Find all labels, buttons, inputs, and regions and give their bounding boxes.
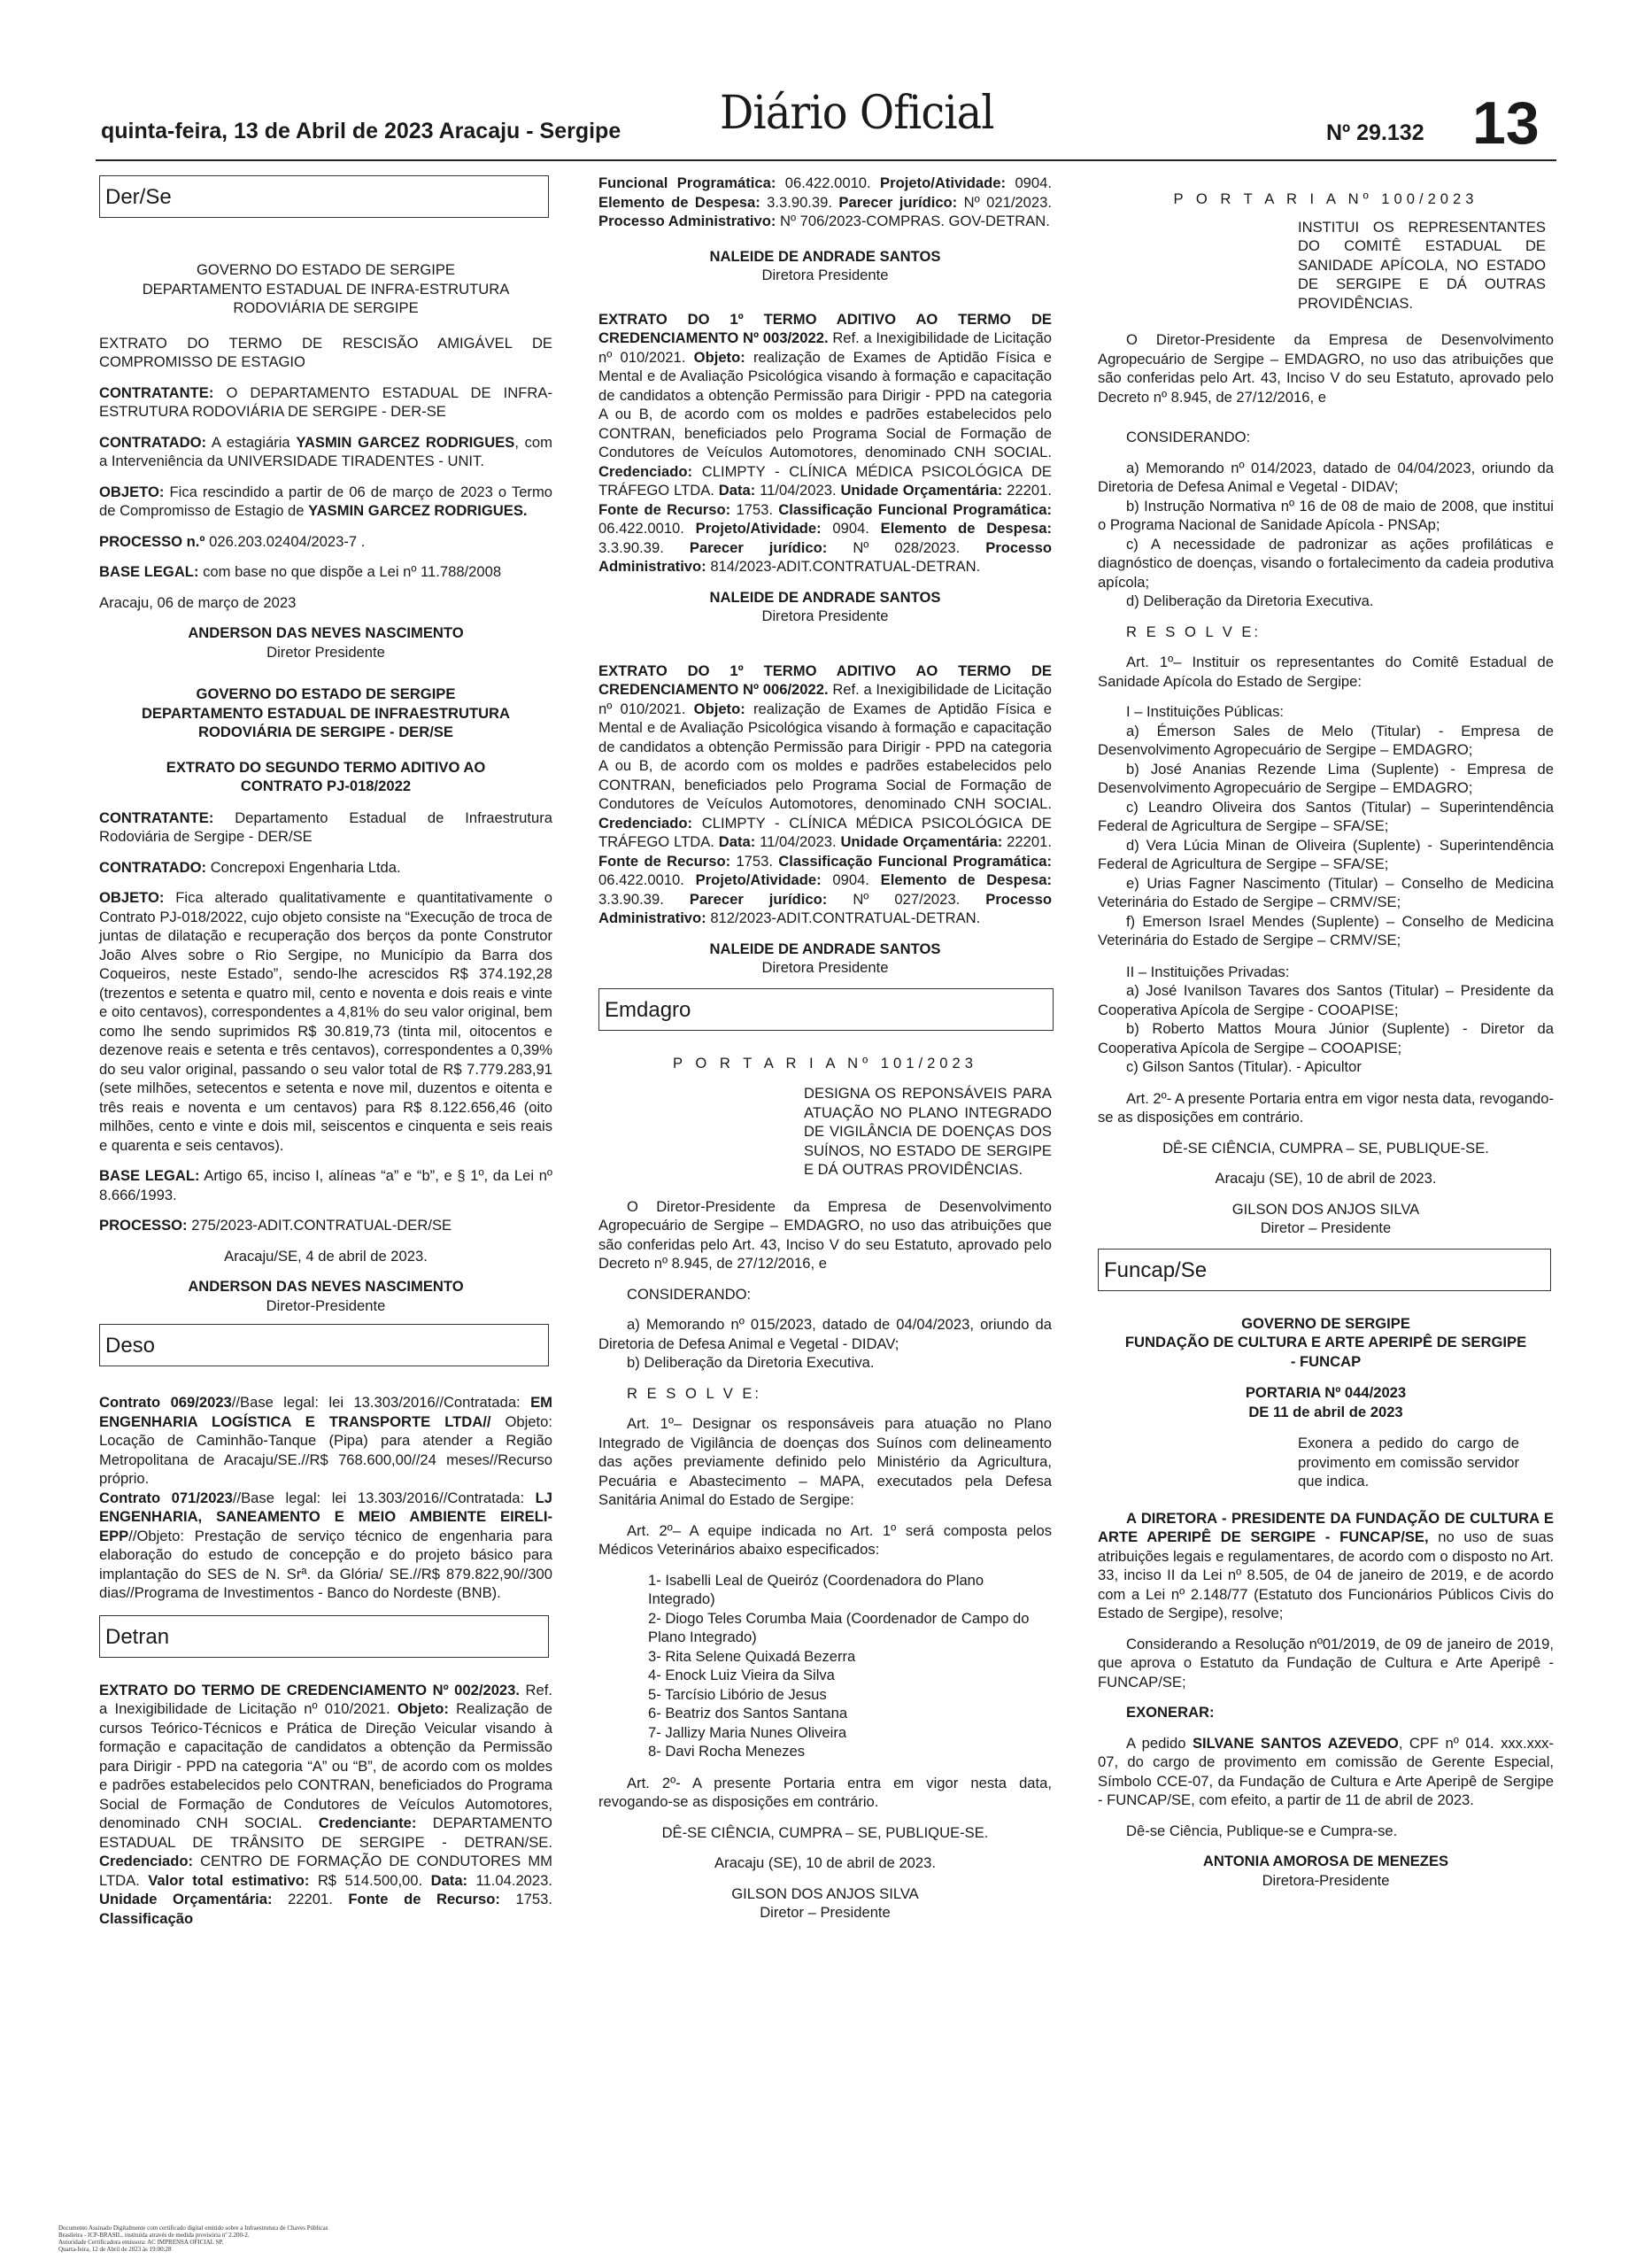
heading-line: GOVERNO DO ESTADO DE SERGIPE [196,685,456,702]
processo: PROCESSO n.º 026.203.02404/2023-7 . [99,532,366,550]
heading-line: FUNDAÇÃO DE CULTURA E ARTE APERIPÊ DE SERGIPE [1124,1334,1527,1350]
heading-line: - FUNCAP [1290,1352,1362,1370]
list-item: 8- Davi Rocha Menezes [648,1743,806,1760]
list-item: 3- Rita Selene Quixadá Bezerra [648,1647,856,1665]
ciencia: DÊ-SE CIÊNCIA, CUMPRA – SE, PUBLIQUE-SE. [1162,1139,1489,1157]
contratado: CONTRATADO: Concrepoxi Engenharia Ltda. [99,858,401,876]
list-item: a) Émerson Sales de Melo (Titular) - Empresa de Desenvolvimento Agropecuário de Sergipe – EMDAGRO; [1098,722,1554,758]
ementa: INSTITUI OS REPRESENTANTES DO COMITÊ ESTADUAL DE SANIDADE APÍCOLA, NO ESTADO DE SERGIPE E DÁ OUTRAS PROVIDÊNCIAS. [1298,218,1546,312]
heading-line: DEPARTAMENTO ESTADUAL DE INFRAESTRUTURA [141,704,511,722]
date-line: Aracaju, 06 de março de 2023 [99,593,297,611]
private-institutions-title: II – Instituições Privadas: [1126,963,1290,980]
signature-role: Diretora Presidente [761,959,889,976]
signature-name: ANTONIA AMOROSA DE MENEZES [1202,1853,1449,1869]
private-institutions-list [1098,981,1554,1077]
date-line: Aracaju/SE, 4 de abril de 2023. [224,1247,428,1265]
list-item: d) Vera Lúcia Minan de Oliveira (Suplente) - Superintendência Federal de Agricultura de Sergipe – SFA/SE; [1098,836,1554,872]
section-deso [99,1324,549,1366]
heading-line: CONTRATO PJ-018/2022 [240,778,412,794]
digital-signature-note [58,2224,413,2253]
preamble: O Diretor-Presidente da Empresa de Desenvolvimento Agropecuário de Sergipe – EMDAGRO, no uso das atribuições que são conferidas pelo Art. 43, Inciso V do seu Estatuto, aprovado pelo Decreto nº 8.945, de 27/12/2016, e [598,1197,1052,1272]
detran-continuation: Funcional Programática: 06.422.0010. Projeto/Atividade: 0904. Elemento de Despesa: 3.3.90.39. Parecer jurídico: Nº 021/2023. Processo Administrativo: Nº 706/2023-COMPRAS. GOV-DETRAN. [598,174,1052,229]
objeto: OBJETO: Fica rescindido a partir de 06 de março de 2023 o Termo de Compromisso de Estagio de YASMIN GARCEZ RODRIGUES. [99,483,552,519]
contract-069: Contrato 069/2023//Base legal: lei 13.303/2016//Contratada: EM ENGENHARIA LOGÍSTICA E TRANSPORTE LTDA// Objeto: Locação de Caminhão-Tanque (Pipa) para atender a Região Metropolitana de Aracaju/SE.//R$ 768.600,00//24 meses//Recurso próprio. [99,1394,552,1487]
ciencia: DÊ-SE CIÊNCIA, CUMPRA – SE, PUBLIQUE-SE. [661,1823,989,1841]
section-title: Funcap/Se [1104,1257,1208,1282]
header-rule [96,159,1556,161]
signature-role: Diretora Presidente [761,607,889,624]
considerando-b: b) Instrução Normativa nº 16 de 08 de maio de 2008, que institui o Programa Nacional de Sanidade Apícola - PNSAp; [1098,497,1554,533]
extrato-003: EXTRATO DO 1º TERMO ADITIVO AO TERMO DE CREDENCIAMENTO Nº 003/2022. Ref. a Inexigibilidade de Licitação nº 010/2021. Objeto: realização de Exames de Aptidão Física e Mental e de Avaliação Psicológica visando à formação e capacitação de candidatos a obtenção Permissão para Dirigir - PPD na categoria A ou B, de acordo com os moldes e padrões estabelecidos pelo CONTRAN, beneficiados pelo Programa Social de Formação de Condutores de Veículos Automotores, denominado CNH SOCIAL. Credenciado: CLIMPTY - CLÍNICA MÉDICA PSICOLÓGICA DE TRÁFEGO LTDA. Data: 11/04/2023. Unidade Orçamentária: 22201. Fonte de Recurso: 1753. Classificação Funcional Programática: 06.422.0010. Projeto/Atividade: 0904. Elemento de Despesa: 3.3.90.39. Parecer jurídico: Nº 028/2023. Processo Administrativo: 814/2023-ADIT.CONTRATUAL-DETRAN. [598,310,1052,575]
signature-name: ANDERSON DAS NEVES NASCIMENTO [188,624,464,641]
heading-line: RODOVIÁRIA DE SERGIPE - DER/SE [198,723,453,740]
considerando-a: a) Memorando nº 015/2023, datado de 04/04/2023, oriundo da Diretoria de Defesa Animal e Vegetal - DIDAV; [598,1316,1052,1352]
list-item: 4- Enock Luiz Vieira da Silva [648,1667,835,1683]
veterinarian-list [648,1571,1052,1761]
public-institutions-title: I – Instituições Públicas: [1126,703,1285,720]
objeto: OBJETO: Fica alterado qualitativamente e quantitativamente o Contrato PJ-018/2022, cujo objeto consiste na “Execução de troca de juntas de dilatação e recuperação dos berços da ponte Construtor João Alves sobre o Rio Sergipe, no Município da Barra dos Coqueiros, neste Estado”, sendo-lhe acrescidos R$ 374.192,28 (trezentos e setenta e quatro mil, cento e noventa e dois reais e vinte e oito centavos), correspondentes a 4,81% do seu valor original, bem como lhe sendo suprimidos R$ 30.819,73 (tinta mil, oitocentos e dezenove reais e setenta e três centavos), correspondentes a 0,39% do seu valor original, passando o seu valor total de R$ 7.779.283,91 (sete milhões, setecentos e setenta e nove mil, duzentos e oitenta e três reais e noventa e um centavos) para R$ 8.122.656,46 (oito milhões, cento e vinte e dois mil, seiscentos e cinquenta e seis reais e quarenta e seis centavos). [99,889,552,1154]
header-date: quinta-feira, 13 de Abril de 2023 Aracaju - Sergipe [101,119,621,143]
ementa: DESIGNA OS REPONSÁVEIS PARA ATUAÇÃO NO PLANO INTEGRADO DE VIGILÂNCIA DE DOENÇAS DOS SUÍNOS, NO ESTADO DE SERGIPE E DÁ OUTRAS PROVIDÊNCIAS. [804,1085,1052,1178]
section-detran [99,1615,549,1658]
date-line: Aracaju (SE), 10 de abril de 2023. [714,1854,936,1871]
portaria-title: P O R T A R I A Nº 101/2023 [672,1054,977,1072]
section-funcap [1098,1249,1551,1291]
considerando-c: c) A necessidade de padronizar as ações profiláticas e diagnóstico de doenças, visando o fortalecimento da cadeia produtiva apícola; [1098,535,1554,591]
list-item: b) José Ananias Rezende Lima (Suplente) - Empresa de Desenvolvimento Agropecuário de Sergipe – EMDAGRO; [1098,760,1554,796]
heading-line: DEPARTAMENTO ESTADUAL DE INFRA-ESTRUTURA [142,280,510,298]
considerando: CONSIDERANDO: [1126,429,1251,445]
detran-extrato: EXTRATO DO TERMO DE CREDENCIAMENTO Nº 002/2023. Ref. a Inexigibilidade de Licitação nº 010/2021. Objeto: Realização de cursos Teórico-Técnicos e Prática de Direção Veicular visando à formação e capacitação de candidatos a obtenção da Permissão para Dirigir - PPD na categoria “A” ou “B”, de acordo com os moldes e padrões estabelecidos pelo CONTRAN, beneficiados do Programa Social de Formação de Condutores de Veículos Automotores, denominado CNH SOCIAL. Credenciante: DEPARTAMENTO ESTADUAL DE TRÂNSITO DE SERGIPE - DETRAN/SE. Credenciado: CENTRO DE FORMAÇÃO DE CONDUTORES MM LTDA. Valor total estimativo: R$ 514.500,00. Data: 11.04.2023. Unidade Orçamentária: 22201. Fonte de Recurso: 1753. Classificação [99,1681,552,1927]
signature-name: GILSON DOS ANJOS SILVA [1231,1200,1420,1218]
signature-name: NALEIDE DE ANDRADE SANTOS [709,940,941,957]
contratante: CONTRATANTE: O DEPARTAMENTO ESTADUAL DE INFRA-ESTRUTURA RODOVIÁRIA DE SERGIPE - DER-SE [99,383,552,420]
footnote-line: Autoridade Certificadora emissora: AC IMPRENSA OFICIAL SP. [58,2239,224,2246]
section-derse [99,175,549,218]
extrato-title: EXTRATO DO TERMO DE RESCISÃO AMIGÁVEL DE COMPROMISSO DE ESTAGIO [99,334,552,370]
signature-name: ANDERSON DAS NEVES NASCIMENTO [188,1278,464,1295]
signature-name: NALEIDE DE ANDRADE SANTOS [709,588,941,606]
exonerar: EXONERAR: [1126,1704,1215,1721]
considerando-d: d) Deliberação da Diretoria Executiva. [1126,592,1374,609]
signature-role: Diretora Presidente [761,267,889,283]
contract-071: Contrato 071/2023//Base legal: lei 13.303/2016//Contratada: LJ ENGENHARIA, SANEAMENTO E MEIO AMBIENTE EIRELI-EPP//Objeto: Prestação de serviço técnico de engenharia para elaboração do estudo de concepção e do projeto básico para implantação do SES de N. Srª. da Glória/ SE.//R$ 879.822,90//300 dias//Programa de Investimentos - Banco do Nordeste (BNB). [99,1489,552,1601]
considerando: Considerando a Resolução nº01/2019, de 09 de janeiro de 2019, que aprova o Estatuto da Fundação de Cultura e Arte Aperipê - FUNCAP/SE; [1098,1635,1554,1691]
list-item: b) Roberto Mattos Moura Júnior (Suplente) - Diretor da Cooperativa Apícola de Sergipe – COOAPISE; [1098,1020,1554,1056]
article-3: Art. 2º- A presente Portaria entra em vigor nesta data, revogando-se as disposições em contrário. [598,1774,1052,1810]
article-1: Art. 1º– Designar os responsáveis para atuação no Plano Integrado de Vigilância de doenças dos Suínos com delineamento das ações previamente definido pelo Ministério da Agricultura, Pecuária e Abastecimento – MAPA, executados pela Defesa Sanitária Animal do Estado de Sergipe: [598,1415,1052,1508]
signature-name: GILSON DOS ANJOS SILVA [731,1884,919,1902]
list-item: c) Gilson Santos (Titular). - Apicultor [1126,1058,1362,1075]
footnote-line: Brasileira - ICP-BRASIL, instituída através de medida provisória nº 2.200-2. [58,2232,250,2239]
resolve: R E S O L V E: [627,1384,762,1402]
directive: A DIRETORA - PRESIDENTE DA FUNDAÇÃO DE CULTURA E ARTE APERIPÊ DE SERGIPE - FUNCAP/SE, no uso de suas atribuições legais e regulamentares, de acordo com o disposto no Art. 33, inciso II da Lei nº 8.505, de 04 de janeiro de 2019, e de acordo com a Lei nº 2.148/77 (Estatuto dos Funcionários Públicos Civis do Estado de Sergipe), resolve; [1098,1509,1554,1621]
ementa: Exonera a pedido do cargo de provimento em comissão servidor que indica. [1298,1435,1519,1489]
contratante: CONTRATANTE: Departamento Estadual de Infraestrutura Rodoviária de Sergipe - DER/SE [99,809,552,845]
section-title: Detran [105,1624,170,1649]
list-item: f) Emerson Israel Mendes (Suplente) – Conselho de Medicina Veterinária do Estado de Sergipe – CRMV/SE; [1098,912,1554,948]
article-2: Art. 2º– A equipe indicada no Art. 1º será composta pelos Médicos Veterinários abaixo especificados: [598,1521,1052,1558]
section-title: Deso [105,1334,156,1358]
public-institutions-list [1098,722,1554,950]
contratado: CONTRATADO: A estagiária YASMIN GARCEZ RODRIGUES, com a Interveniência da UNIVERSIDADE TIRADENTES - UNIT. [99,433,552,469]
list-item: 1- Isabelli Leal de Queiróz (Coordenadora do Plano Integrado) [648,1571,984,1607]
preamble: O Diretor-Presidente da Empresa de Desenvolvimento Agropecuário de Sergipe – EMDAGRO, no uso das atribuições que são conferidas pelo Art. 43, Inciso V do seu Estatuto, aprovado pelo Decreto nº 8.945, de 27/12/2016, e [1098,331,1554,406]
heading-line: RODOVIÁRIA DE SERGIPE [233,299,419,316]
column-1 [99,174,552,1939]
resolve: R E S O L V E: [1126,623,1262,640]
portaria-title: P O R T A R I A Nº 100/2023 [1173,190,1478,207]
edition-number: Nº 29.132 [1326,120,1424,145]
list-item: 7- Jallizy Maria Nunes Oliveira [648,1723,847,1741]
footnote-line: Quarta-feira, 12 de Abril de 2023 às 19:00:28 [58,2246,172,2253]
article-1: Art. 1º– Instituir os representantes do Comitê Estadual de Sanidade Apícola do Estado de Sergipe: [1098,654,1554,690]
column-3 [1098,174,1554,1890]
considerando-b: b) Deliberação da Diretoria Executiva. [627,1354,875,1371]
signature-name: NALEIDE DE ANDRADE SANTOS [709,247,941,265]
section-title: Emdagro [605,997,691,1022]
section-emdagro [598,988,1054,1031]
considerando-a: a) Memorando nº 014/2023, datado de 04/04/2023, oriundo da Diretoria de Defesa Animal e Vegetal - DIDAV; [1098,459,1554,495]
heading-line: GOVERNO DE SERGIPE [1241,1314,1410,1332]
heading-line: GOVERNO DO ESTADO DE SERGIPE [197,261,455,278]
processo: PROCESSO: 275/2023-ADIT.CONTRATUAL-DER/SE [99,1217,452,1234]
portaria-number: PORTARIA Nº 044/2023 [1245,1384,1407,1401]
list-item: e) Urias Fagner Nascimento (Titular) – Conselho de Medicina Veterinária do Estado de Sergipe – CRMV/SE; [1098,874,1554,910]
date-line: Aracaju (SE), 10 de abril de 2023. [1215,1170,1437,1187]
list-item: 6- Beatriz dos Santos Santana [648,1705,848,1722]
signature-role: Diretor Presidente [266,643,385,661]
base-legal: BASE LEGAL: Artigo 65, inciso I, alíneas “a” e “b”, e § 1º, da Lei nº 8.666/1993. [99,1167,552,1203]
page-header [96,87,1556,159]
signature-role: Diretor – Presidente [760,1904,891,1921]
list-item: c) Leandro Oliveira dos Santos (Titular) – Superintendência Federal de Agricultura de Sergipe – SFA/SE; [1098,798,1554,834]
base-legal: BASE LEGAL: com base no que dispõe a Lei nº 11.788/2008 [99,563,502,580]
portaria-date: DE 11 de abril de 2023 [1248,1403,1403,1420]
extrato-006: EXTRATO DO 1º TERMO ADITIVO AO TERMO DE CREDENCIAMENTO Nº 006/2022. Ref. a Inexigibilidade de Licitação nº 010/2021. Objeto: realização de Exames de Aptidão Física e Mental e de Avaliação Psicológica visando à formação e capacitação de candidatos a obtenção Permissão para Dirigir - PPD na categoria A ou B, de acordo com os moldes e padrões estabelecidos pelo CONTRAN, beneficiados pelo Programa Social de Formação de Condutores de Veículos Automotores, denominado CNH SOCIAL. Credenciado: CLIMPTY - CLÍNICA MÉDICA PSICOLÓGICA DE TRÁFEGO LTDA. Data: 11/04/2023. Unidade Orçamentária: 22201. Fonte de Recurso: 1753. Classificação Funcional Programática: 06.422.0010. Projeto/Atividade: 0904. Elemento de Despesa: 3.3.90.39. Parecer jurídico: Nº 027/2023. Processo Administrativo: 812/2023-ADIT.CONTRATUAL-DETRAN. [598,662,1052,926]
ciencia: Dê-se Ciência, Publique-se e Cumpra-se. [1126,1822,1398,1839]
signature-role: Diretora-Presidente [1262,1871,1390,1889]
signature-role: Diretor – Presidente [1260,1219,1392,1236]
considerando: CONSIDERANDO: [627,1285,752,1303]
column-2 [598,174,1052,1923]
section-title: Der/Se [105,185,172,209]
masthead-title: Diário Oficial [720,87,994,140]
signature-role: Diretor-Presidente [266,1296,386,1314]
article-2: Art. 2º- A presente Portaria entra em vigor nesta data, revogando-se as disposições em contrário. [1098,1089,1554,1126]
exoneration-text: A pedido SILVANE SANTOS AZEVEDO, CPF nº 014. xxx.xxx-07, do cargo de provimento em comissão de Gerente Especial, Símbolo CCE-07, da Fundação de Cultura e Arte Aperipê de Sergipe - FUNCAP/SE, com efeito, a partir de 11 de abril de 2023. [1098,1734,1555,1808]
list-item: 5- Tarcísio Libório de Jesus [648,1685,827,1703]
list-item: a) José Ivanilson Tavares dos Santos (Titular) – Presidente da Cooperativa Apícola de Sergipe - COOAPISE; [1098,982,1554,1018]
heading-line: EXTRATO DO SEGUNDO TERMO ADITIVO AO [166,758,486,776]
footnote-line: Documento Assinado Digitalmente com certificado digital emitido sobre a Infraestrutura de Chaves Públicas [58,2224,328,2232]
page-number: 13 [1472,89,1540,157]
list-item: 2- Diogo Teles Corumba Maia (Coordenador de Campo do Plano Integrado) [648,1609,1030,1645]
